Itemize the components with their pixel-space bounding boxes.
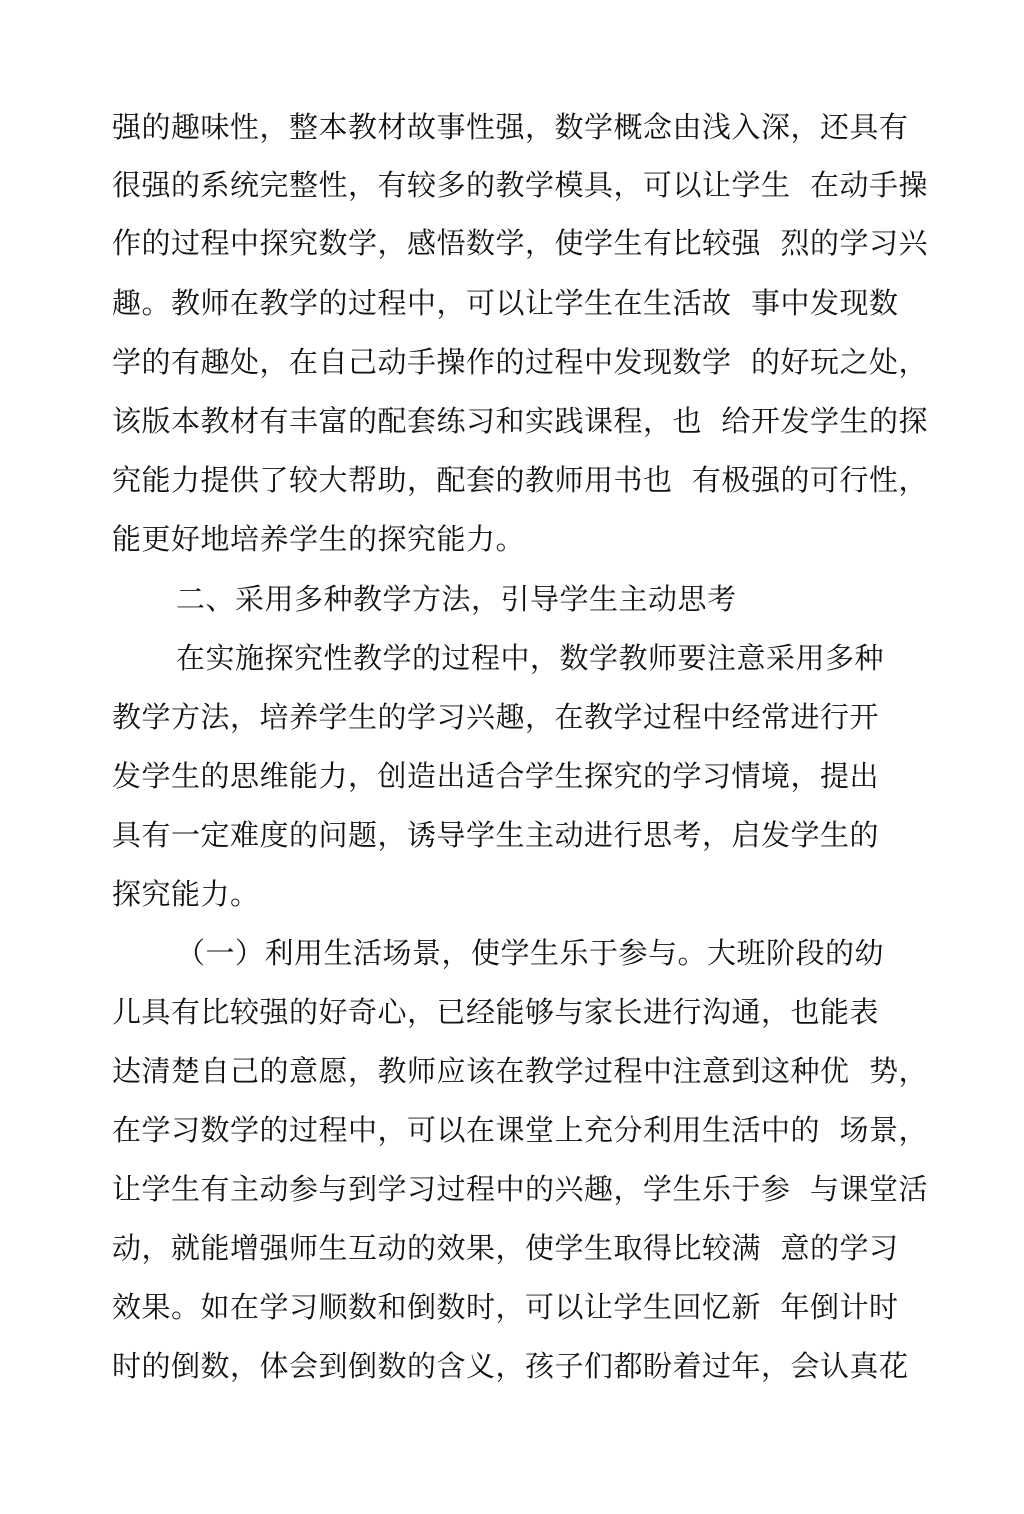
text-line: 时的倒数，体会到倒数的含义，孩子们都盼着过年，会认真花 — [112, 1349, 909, 1383]
text-line: 探究能力。 — [112, 877, 260, 911]
text-line: 在实施探究性教学的过程中，数学教师要注意采用多种 — [176, 641, 885, 675]
text-line: 具有一定难度的问题，诱导学生主动进行思考，启发学生的 — [112, 818, 880, 852]
text-line: 达清楚自己的意愿，教师应该在教学过程中注意到这种优 势， — [112, 1054, 928, 1088]
text-line: 该版本教材有丰富的配套练习和实践课程，也 给开发学生的探 — [112, 404, 928, 438]
text-line: 究能力提供了较大帮助，配套的教师用书也 有极强的可行性， — [112, 463, 928, 497]
text-line: 让学生有主动参与到学习过程中的兴趣，学生乐于参 与课堂活 — [112, 1172, 928, 1206]
text-line: 效果。如在学习顺数和倒数时，可以让学生回忆新 年倒计时 — [112, 1290, 899, 1324]
text-line: 学的有趣处，在自己动手操作的过程中发现数学 的好玩之处， — [112, 345, 928, 379]
text-line: 儿具有比较强的好奇心，已经能够与家长进行沟通，也能表 — [112, 995, 880, 1029]
text-line: 动，就能增强师生互动的效果，使学生取得比较满 意的学习 — [112, 1231, 899, 1265]
subsection-heading: （一）利用生活场景，使学生乐于参与。大班阶段的幼 — [176, 936, 885, 970]
text-line: 趣。教师在教学的过程中，可以让学生在生活故 事中发现数 — [112, 286, 899, 320]
section-heading: 二、采用多种教学方法，引导学生主动思考 — [176, 582, 737, 616]
text-line: 在学习数学的过程中，可以在课堂上充分利用生活中的 场景， — [112, 1113, 928, 1147]
text-line: 强的趣味性，整本教材故事性强，数学概念由浅入深，还具有 — [112, 110, 909, 144]
text-line: 作的过程中探究数学，感悟数学，使学生有比较强 烈的学习兴 — [112, 226, 928, 260]
text-line: 教学方法，培养学生的学习兴趣，在教学过程中经常进行开 — [112, 700, 880, 734]
text-line: 发学生的思维能力，创造出适合学生探究的学习情境，提出 — [112, 759, 880, 793]
text-line: 能更好地培养学生的探究能力。 — [112, 522, 526, 556]
text-line: 很强的系统完整性，有较多的教学模具，可以让学生 在动手操 — [112, 168, 928, 202]
